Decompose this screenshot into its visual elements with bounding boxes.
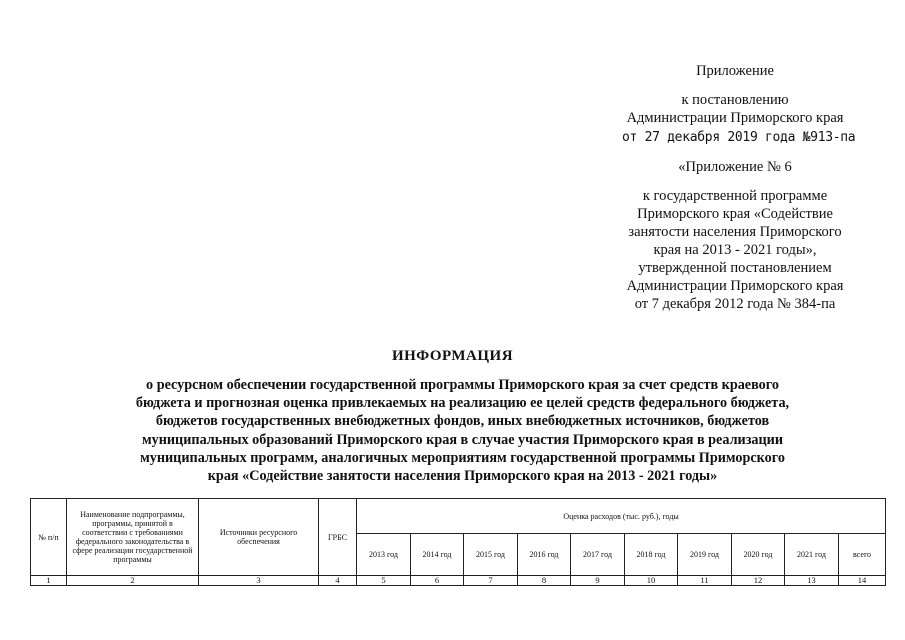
header-estimate: Оценка расходов (тыс. руб.), годы: [357, 499, 886, 534]
appendix-body-line: Приморского края «Содействие: [637, 206, 833, 222]
column-number: 8: [518, 576, 571, 586]
column-number: 14: [839, 576, 886, 586]
resource-table: [30, 498, 886, 586]
header-number: № п/п: [31, 499, 67, 576]
document-subtitle: [100, 376, 825, 485]
subtitle-line: бюджета и прогнозная оценка привлекаемых на реализацию ее целей средств федерального бюджета,: [135, 395, 790, 412]
subtitle-line: бюджетов государственных внебюджетных фондов, иных внебюджетных источников, бюджетов: [155, 413, 770, 430]
subtitle-line: края «Содействие занятости населения Приморского края на 2013 - 2021 годы»: [207, 468, 718, 485]
appendix-administration: Администрации Приморского края: [626, 110, 844, 126]
header-year: 2019 год: [678, 534, 732, 576]
header-year: 2014 год: [411, 534, 464, 576]
header-grbs: ГРБС: [319, 499, 357, 576]
column-number: 2: [67, 576, 199, 586]
header-year: 2017 год: [571, 534, 625, 576]
appendix-body-line: к государственной программе: [642, 188, 828, 204]
column-number: 12: [732, 576, 785, 586]
header-year: 2015 год: [464, 534, 518, 576]
appendix-title: Приложение: [696, 63, 774, 79]
header-year: 2018 год: [625, 534, 678, 576]
column-number: 9: [571, 576, 625, 586]
header-year: 2016 год: [518, 534, 571, 576]
column-number: 6: [411, 576, 464, 586]
header-sources: Источники ресурсного обеспечения: [199, 499, 319, 576]
column-number: 10: [625, 576, 678, 586]
appendix-number: «Приложение № 6: [678, 159, 792, 175]
document-title: ИНФОРМАЦИЯ: [391, 348, 514, 364]
appendix-body-line: занятости населения Приморского: [628, 224, 842, 240]
header-total: всего: [839, 534, 886, 576]
appendix-body-line: утвержденной постановлением: [638, 260, 832, 276]
column-number: 3: [199, 576, 319, 586]
column-number: 13: [785, 576, 839, 586]
appendix-block: [590, 62, 880, 313]
appendix-body-line: Администрации Приморского края: [626, 278, 844, 294]
column-number: 1: [31, 576, 67, 586]
header-year: 2021 год: [785, 534, 839, 576]
header-year: 2020 год: [732, 534, 785, 576]
appendix-body-line: края на 2013 - 2021 годы»,: [653, 242, 817, 258]
column-number: 4: [319, 576, 357, 586]
appendix-body-line: от 7 декабря 2012 года № 384-па: [634, 296, 836, 312]
column-number: 5: [357, 576, 411, 586]
header-year: 2013 год: [357, 534, 411, 576]
subtitle-line: о ресурсном обеспечении государственной программы Приморского края за счет средств краевого: [146, 377, 779, 393]
column-number: 7: [464, 576, 518, 586]
header-name: Наименование подпрограммы, программы, принятой в соответствии с требованиями федерального законодательства в сфере реализации государственной программы: [67, 499, 199, 576]
appendix-to-resolution: к постановлению: [681, 92, 789, 108]
subtitle-line: муниципальных программ, аналогичных мероприятиям государственной программы Приморского: [140, 449, 785, 466]
subtitle-line: муниципальных образований Приморского края в случае участия Приморского края в реализации: [141, 431, 784, 448]
resolution-date-stamp: от 27 декабря 2019 года №913-па: [622, 130, 856, 145]
column-number: 11: [678, 576, 732, 586]
